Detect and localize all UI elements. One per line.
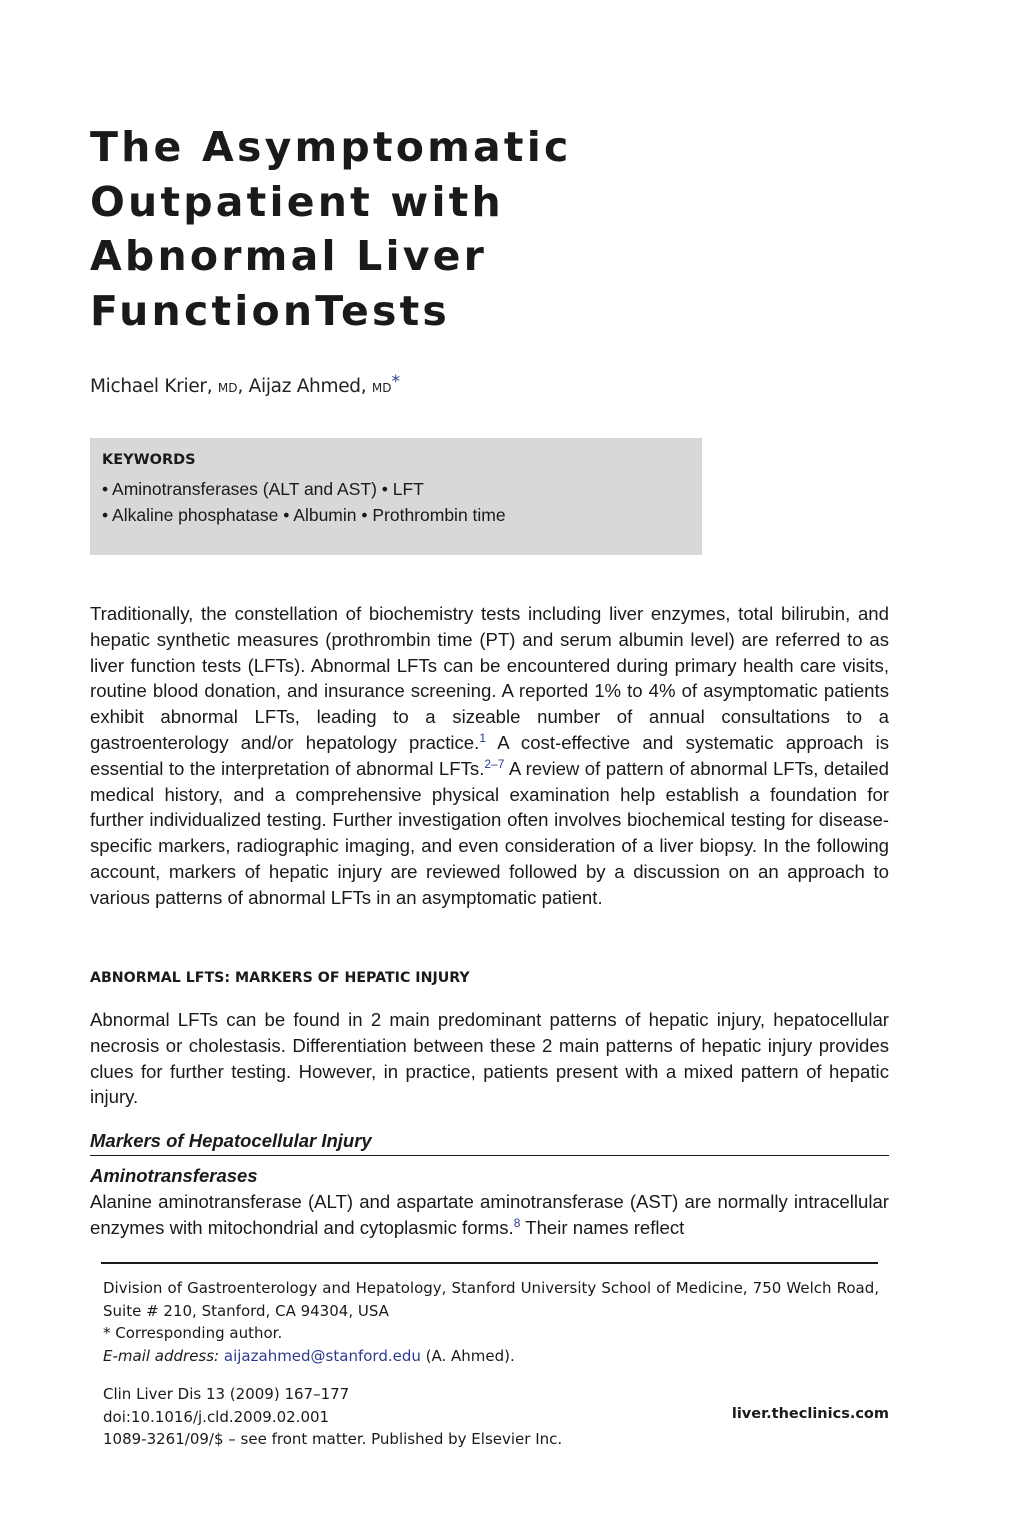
reference-link[interactable]: 1	[479, 730, 486, 745]
author-list: Michael Krier, MD, Aijaz Ahmed, MD*	[90, 372, 400, 397]
title-line: FunctionTests	[90, 286, 450, 335]
author-degree: MD	[371, 381, 392, 395]
paragraph-text: A cost-effective and systematic approach is essential to the interpretation of abnormal LFTs.	[90, 731, 889, 779]
keyword-line: • Aminotransferases (ALT and AST) • LFT	[102, 479, 424, 499]
article-title	[90, 120, 730, 338]
author-name: Aijaz Ahmed	[248, 376, 361, 397]
title-line: Abnormal Liver	[90, 232, 488, 280]
aminotransferases-paragraph	[90, 1189, 889, 1241]
issn-notice: 1089-3261/09/$ – see front matter. Published by Elsevier Inc.	[103, 1430, 563, 1448]
footnote-affiliation	[103, 1277, 879, 1367]
keywords-heading: KEYWORDS	[102, 452, 196, 468]
keywords-box	[90, 438, 702, 555]
footnote-divider	[101, 1262, 878, 1264]
corresponding-author-note: * Corresponding author.	[103, 1324, 283, 1342]
subsubsection-heading: Aminotransferases	[90, 1165, 258, 1186]
paragraph-text: Their names reflect	[520, 1216, 685, 1238]
journal-website-link[interactable]: liver.theclinics.com	[731, 1406, 889, 1422]
doi[interactable]: doi:10.1016/j.cld.2009.02.001	[103, 1407, 330, 1426]
email-suffix: (A. Ahmed).	[420, 1346, 515, 1365]
email-link[interactable]: aijazahmed@stanford.edu	[223, 1346, 421, 1365]
reference-link[interactable]: 2–7	[484, 756, 505, 771]
title-line: Outpatient with	[90, 177, 504, 226]
author-name: Michael Krier	[90, 376, 207, 397]
reference-link[interactable]: 8	[513, 1215, 521, 1230]
subsection-heading: Markers of Hepatocellular Injury	[90, 1130, 889, 1156]
title-line: The Asymptomatic	[90, 123, 572, 171]
corresponding-author-mark[interactable]: *	[391, 372, 400, 392]
paragraph-text: A review of pattern of abnormal LFTs, detailed medical history, and a comprehensive physical examination help establish a foundation for further individualized testing. Further investigation often involves biochemical testing for disease-specific markers, radiographic imaging, and even consideration of a liver biopsy. In the following account, markers of hepatic injury are reviewed followed by a discussion on an approach to various patterns of abnormal LFTs in an asymptomatic patient.	[90, 757, 889, 908]
email-label: E-mail address:	[103, 1346, 220, 1365]
journal-citation: Clin Liver Dis 13 (2009) 167–177	[103, 1385, 350, 1403]
keyword-line: • Alkaline phosphatase • Albumin • Prothrombin time	[102, 504, 506, 525]
author-degree: MD	[217, 381, 238, 395]
paragraph-text: Alanine aminotransferase (ALT) and aspartate aminotransferase (AST) are normally intracellular enzymes with mitochondrial and cytoplasmic forms.	[90, 1191, 889, 1238]
section-paragraph: Abnormal LFTs can be found in 2 main predominant patterns of hepatic injury, hepatocellular necrosis or cholestasis. Differentiation between these 2 main patterns of hepatic injury provides clues for further testing. However, in practice, patients present with a mixed pattern of hepatic injury.	[90, 1009, 889, 1108]
email-line	[103, 1345, 879, 1368]
paragraph-text: Traditionally, the constellation of biochemistry tests including liver enzymes, total bilirubin, and hepatic synthetic measures (prothrombin time (PT) and serum albumin level) are referred to as liver function tests (LFTs). Abnormal LFTs can be encountered during primary health care visits, routine blood donation, and insurance screening. A reported 1% to 4% of asymptomatic patients exhibit abnormal LFTs, leading to a sizeable number of annual consultations to a gastroenterology and/or hepatology practice.	[90, 603, 889, 753]
section-heading: ABNORMAL LFTS: MARKERS OF HEPATIC INJURY	[90, 970, 470, 986]
affiliation-text: Division of Gastroenterology and Hepatology, Stanford University School of Medicine, 750 Welch Road, Suite # 210, Stanford, CA 94304, USA	[103, 1279, 879, 1320]
intro-paragraph	[90, 601, 889, 911]
